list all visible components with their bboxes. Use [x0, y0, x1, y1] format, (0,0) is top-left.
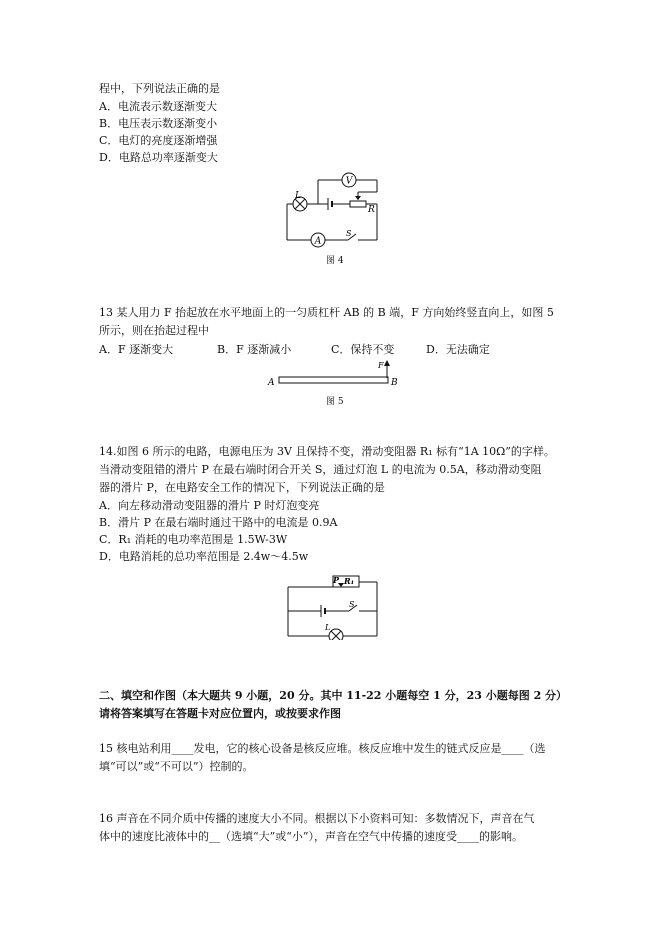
lever-bar	[279, 377, 388, 383]
q15-line2: 填“可以”或“不可以”）控制的。	[99, 760, 254, 773]
rheostat-icon	[350, 201, 366, 207]
svg-text:S: S	[349, 600, 355, 609]
q13-option-b: B．F 逐渐减小	[217, 343, 292, 356]
q14-option-b: B．滑片 P 在最右端时通过干路中的电流是 0.9A	[99, 516, 338, 529]
svg-text:F: F	[378, 361, 384, 370]
q13-stem-line1: 13 某人用力 F 抬起放在水平地面上的一匀质杠杆 AB 的 B 端，F 方向始终竖直向上，如图 5	[99, 306, 554, 319]
figure-5-caption: 图 5	[326, 397, 344, 407]
q14-stem-line2: 当滑动变阻错的滑片 P 在最右端时闭合开关 S，通过灯泡 L 的电流为 0.5A，移动滑动变阻	[99, 463, 542, 476]
q14-stem-line3: 器的滑片 P，在电路安全工作的情况下，下列说法正确的是	[99, 481, 385, 494]
q14-option-c: C．R₁ 消耗的电功率范围是 1.5W-3W	[99, 533, 288, 546]
q12-option-b: B．电压表示数逐渐变小	[99, 117, 218, 130]
lamp-icon	[329, 629, 343, 640]
q13-option-a: A．F 逐渐变大	[99, 343, 174, 356]
figure-6-circuit	[283, 570, 383, 640]
svg-text:B: B	[391, 378, 398, 388]
q13-option-d: D．无法确定	[426, 343, 490, 356]
q13-option-c: C．保持不变	[331, 343, 395, 356]
q16-line1: 16 声音在不同介质中传播的速度大小不同。根据以下小资料可知：多数情况下，声音在气	[99, 812, 535, 825]
q12-stem-tail: 程中，下列说法正确的是	[99, 82, 220, 95]
svg-text:R: R	[368, 205, 375, 215]
figure-4-circuit	[282, 170, 382, 250]
svg-text:R₁: R₁	[344, 576, 355, 586]
svg-text:A: A	[314, 236, 322, 247]
svg-text:V: V	[345, 176, 353, 187]
q14-option-a: A．向左移动滑动变阻器的滑片 P 时灯泡变亮	[99, 499, 320, 512]
svg-text:A: A	[268, 378, 275, 388]
q16-line2: 体中的速度比液体中的__（选填“大”或“小”），声音在空气中传播的速度受____的影响。	[99, 830, 523, 843]
q15-line1: 15 核电站利用____发电，它的核心设备是核反应堆。核反应堆中发生的链式反应是____（选	[99, 742, 546, 755]
q12-option-d: D．电路总功率逐渐变大	[99, 151, 218, 164]
section-2-heading-line2: 请将答案填写在答题卡对应位置内，或按要求作图	[99, 707, 341, 720]
svg-text:S: S	[346, 229, 352, 238]
figure-5-lever	[262, 356, 408, 390]
q14-option-d: D．电路消耗的总功率范围是 2.4w～4.5w	[99, 550, 309, 563]
figure-4-caption: 图 4	[326, 256, 344, 266]
section-2-heading-line1: 二、填空和作图（本大题共 9 小题，20 分。其中 11-22 小题每空 1 分，23 小题每图 2 分）	[99, 689, 568, 702]
svg-text:L: L	[295, 191, 301, 201]
q12-option-c: C．电灯的亮度逐渐增强	[99, 134, 218, 147]
q13-stem-line2: 所示，则在抬起过程中	[99, 324, 209, 337]
q14-stem-line1: 14.如图 6 所示的电路，电源电压为 3V 且保持不变，滑动变阻器 R₁ 标有“1A 10Ω”的字样。	[99, 445, 555, 458]
q12-option-a: A．电流表示数逐渐变大	[99, 100, 217, 113]
svg-text:L: L	[325, 623, 331, 632]
svg-text:P: P	[333, 575, 340, 585]
